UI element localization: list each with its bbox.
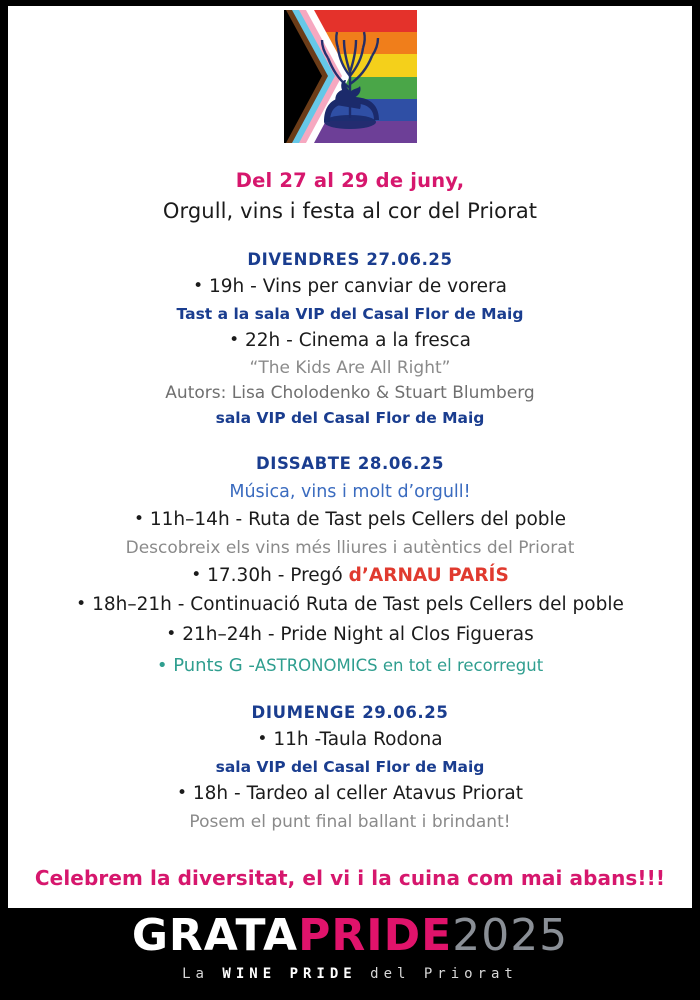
- grata-pride-tree-logo: [284, 10, 417, 143]
- tagline-pre: La: [182, 966, 223, 982]
- schedule-item-text: 18h - Tardeo al celler Atavus Priorat: [192, 782, 524, 804]
- brand-grata: GRATA: [131, 910, 299, 961]
- film-title: “The Kids Are All Right”: [249, 358, 451, 379]
- bullet-icon: •: [156, 655, 168, 677]
- bullet-icon: •: [191, 564, 202, 585]
- schedule-item-text: 21h–24h - Pride Night al Clos Figueras: [182, 623, 534, 645]
- schedule-venue: sala VIP del Casal Flor de Maig: [215, 757, 485, 776]
- tagline-post: del Priorat: [356, 966, 518, 982]
- schedule-item-text: 11h–14h - Ruta de Tast pels Cellers del poble: [149, 509, 567, 531]
- logo-container: [8, 6, 692, 143]
- bullet-icon: •: [76, 594, 87, 615]
- bullet-icon: •: [176, 782, 187, 803]
- tagline-wine-pride: WINE PRIDE: [222, 966, 357, 982]
- day-subtitle: Música, vins i molt d’orgull!: [229, 482, 471, 503]
- brand-tagline: [0, 966, 700, 982]
- bullet-icon: •: [166, 623, 177, 644]
- day-title-sunday: DIUMENGE 29.06.25: [251, 703, 449, 723]
- points-g-label: Punts G -: [173, 655, 255, 677]
- event-dates: Del 27 al 29 de juny,: [235, 169, 465, 192]
- points-g-sublabel: ASTRONOMICS: [254, 656, 378, 676]
- schedule-item-text: 22h - Cinema a la fresca: [245, 329, 471, 351]
- schedule-item: [34, 783, 666, 806]
- schedule-item-highlight: d’ARNAU PARÍS: [348, 564, 509, 586]
- schedule-note: Posem el punt final ballant i brindant!: [189, 811, 511, 832]
- brand-logotype: [0, 910, 700, 961]
- schedule-item-text: 17.30h - Pregó: [207, 564, 349, 586]
- schedule-item-points-g: [34, 655, 666, 676]
- bullet-icon: •: [257, 729, 268, 750]
- schedule-item-text: 11h -Taula Rodona: [273, 729, 443, 751]
- bullet-icon: •: [229, 329, 240, 350]
- schedule-item: [34, 594, 666, 617]
- poster-content: [8, 169, 692, 890]
- schedule-note: Descobreix els vins més lliures i autèntics del Priorat: [125, 537, 575, 558]
- page-title: Orgull, vins i festa al cor del Priorat: [162, 199, 538, 223]
- schedule-item: [34, 509, 666, 532]
- schedule-item: [34, 565, 666, 588]
- schedule-item-text: 18h–21h - Continuació Ruta de Tast pels Cellers del poble: [92, 594, 624, 616]
- schedule-item: [34, 276, 666, 299]
- closing-statement: Celebrem la diversitat, el vi i la cuina com mai abans!!!: [34, 865, 666, 890]
- day-title-saturday: DISSABTE 28.06.25: [255, 454, 445, 474]
- day-title-friday: DIVENDRES 27.06.25: [247, 250, 453, 269]
- film-authors: Autors: Lisa Cholodenko & Stuart Blumberg: [165, 383, 535, 404]
- bullet-icon: •: [133, 509, 144, 530]
- schedule-venue: sala VIP del Casal Flor de Maig: [215, 409, 485, 428]
- brand-year: 2025: [452, 910, 569, 961]
- schedule-venue: Tast a la sala VIP del Casal Flor de Maig: [176, 304, 524, 323]
- poster-sheet: [8, 6, 692, 908]
- logo-artwork: [284, 10, 417, 143]
- schedule-item: [34, 624, 666, 647]
- points-g-suffix: en tot el recorregut: [377, 656, 544, 676]
- brand-pride: PRIDE: [298, 910, 453, 961]
- bullet-icon: •: [193, 276, 204, 296]
- schedule-item-text: 19h - Vins per canviar de vorera: [209, 276, 507, 297]
- schedule-item: [34, 729, 666, 752]
- schedule-item: [34, 330, 666, 353]
- footer-brand-bar: [0, 908, 700, 1000]
